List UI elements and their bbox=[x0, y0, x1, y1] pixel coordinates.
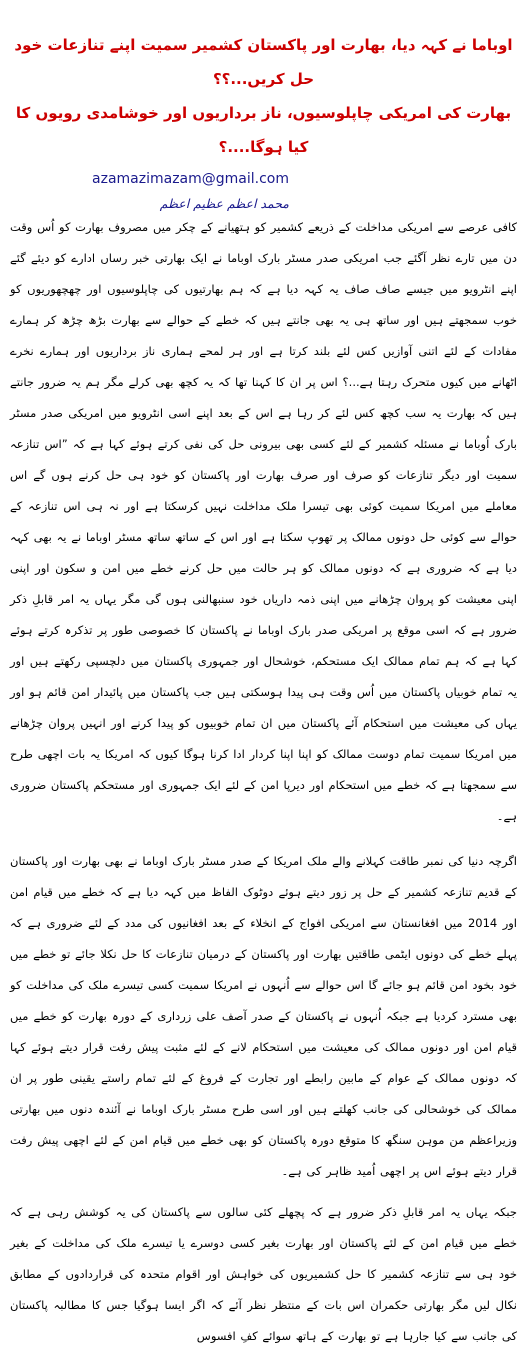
article-paragraph-3: جبکہ یہاں یہ امر قابلِ ذکر ضرور ہے کہ پچھلے کئی سالوں سے پاکستان کی یہ کوشش رہی ہے کہ خطے میں قیام امن کے لئے پاکستان اور بھارت بغیر کسی دوسرے یا تیسرے ملک کی مداخلت کے بغیر خود ہی سے تنازعہ کشمیر کا حل کشمیریوں کی خواہش اور اقوام متحدہ کی قراردادوں کے مطابق نکال لیں مگر بھارتی حکمران اس بات کے منتظر نظر آئے کہ اگر ایسا ہوگیا جس کا مطالبہ پاکستان کی جانب سے کیا جارہا ہے تو بھارت کے ہاتھ سوائے کفِ افسوس bbox=[10, 1205, 517, 1343]
byline bbox=[10, 164, 517, 211]
author-name: محمد اعظم عظیم اعظم bbox=[159, 196, 289, 211]
headline-line-1: اوباما نے کہہ دیا، بھارت اور پاکستان کشمیر سمیت اپنے تنازعات خود حل کریں...؟؟ bbox=[14, 36, 513, 88]
article-paragraph-2: اگرچہ دنیا کی نمبر طاقت کہلانے والے ملک امریکا کے صدر مسٹر بارک اوباما نے بھی بھارت اور پاکستان کے قدیم تنازعہ کشمیر کے حل پر زور دیتے ہوئے دوٹوک الفاظ میں کہہ دیا ہے کہ خطے میں قیام امن اور 2014 میں افغانستان سے امریکی افواج کے انخلاء کے بعد افغانیوں کی مدد کے لئے ضروری ہے کہ پہلے خطے کی دونوں ایٹمی طاقتیں بھارت اور پاکستان کے درمیان تنازعات کا حل نکلا جائے تو خطے میں خود بخود امن قائم ہو جائے گا اس حوالے سے اُنہوں نے امریکا سمیت کسی تیسرے ملک کی مداخلت کو بھی مسترد کردیا ہے جبکہ اُنہوں نے پاکستان کے صدر آصف علی زرداری کے دورہ بھارت کو خطے میں قیام امن اور دونوں ممالک کی معیشت میں استحکام لانے کے لئے مثبت پیش رفت قرار دیتے ہوئے کہا کہ دونوں ممالک کے عوام کے مابین رابطے اور تجارت کے فروغ کے لئے تمام راستے یقینی طور پر ان ممالک کی خوشحالی کی جانب کھلتے ہیں اور اسی طرح مسٹر بارک اوباما نے آئندہ دنوں میں بھارتی وزیراعظم من موہن سنگھ کا متوقع دورہ پاکستان کو بھی خطے میں قیام امن کے لئے اچھی پیش رفت قرار دیتے ہوئے اس پر اچھی اُمید ظاہر کی ہے۔ bbox=[10, 854, 517, 1178]
headline-line-2: بھارت کی امریکی چاپلوسیوں، ناز برداریوں اور خوشامدی رویوں کا کیا ہوگا....؟ bbox=[15, 104, 512, 156]
article-paragraph-1: کافی عرصے سے امریکی مداخلت کے ذریعے کشمیر کو ہتھیانے کے چکر میں مصروف بھارت کو اُس وقت دن میں تارے نظر آگئے جب امریکی صدر مسٹر بارک اوباما نے ایک بھارتی خبر رساں ادارے کو دیئے گئے اپنے انٹرویو میں جیسے صاف صاف یہ کہہ دیا ہے کہ ہم بھارتیوں کی چاپلوسیوں اور چھچھوریوں کو خوب سمجھتے ہیں اور ساتھ ہی یہ بھی جانتے ہیں کہ خطے کے حوالے سے بھارت بڑھ چڑھ کر ہمارے مفادات کے لئے اتنی آوازیں کس لئے بلند کرتا ہے اور ہر لمحے ہماری ناز برداریوں اور ہمارے نخرے اٹھانے میں کیوں متحرک رہتا ہے...؟ اس پر ان کا کہنا تھا کہ یہ کچھ بھی کرلے مگر ہم یہ ضرور جانتے ہیں کہ بھارت یہ سب کچھ کس لئے کر رہا ہے اس کے بعد اپنے اسی انٹرویو میں امریکی صدر مسٹر بارک اُوباما نے مسئلہ کشمیر کے لئے کسی بھی بیرونی حل کی نفی کرتے ہوئے کہا ہے کہ ”اس تنازعہ سمیت اور دیگر تنازعات کو صرف اور صرف بھارت اور پاکستان کو خود ہی حل کرنے ہوں گے اس معاملے میں امریکا سمیت کوئی بھی تیسرا ملک مداخلت نہیں کرسکتا ہے اور نہ ہی اس تنازعہ کے حوالے سے کوئی حل دونوں ممالک پر تھوپ سکتا ہے اور اس کے ساتھ ساتھ مسٹر اوباما نے یہ بھی کہہ دیا ہے کہ ضروری ہے کہ دونوں ممالک کو ہر حالت میں حل کرنے خطے میں امن و سکون اور اپنی اپنی معیشت کو پروان چڑھانے میں اپنی ذمہ داریاں خود سنبھالنی ہوں گی مگر یہاں یہ امر قابلِ ذکر ضرور ہے کہ اسی موقع پر امریکی صدر بارک اوباما نے پاکستان کا خصوصی طور پر تذکرہ کرتے ہوئے کہا ہے کہ ہم تمام ممالک ایک مستحکم، خوشحال اور جمہوری پاکستان میں دلچسپی رکھتے ہیں اور یہ تمام خوبیاں پاکستان میں اُس وقت ہی پیدا ہوسکتی ہیں جب پاکستان میں پائیدار امن قائم ہو اور یہاں کی معیشت میں استحکام آئے پاکستان میں ان تمام خوبیوں کو پیدا کرنے اور انہیں پروان چڑھانے میں امریکا سمیت تمام دوست ممالک کو اپنا اپنا کردار ادا کرنا ہوگا کیوں کہ امریکا یہ بات اچھی طرح سے سمجھتا ہے کہ خطے میں استحکام اور دیرپا امن کے لئے ایک جمہوری اور مستحکم پاکستان ضروری ہے۔ bbox=[10, 220, 517, 823]
author-email: azamazimazam@gmail.com bbox=[92, 171, 289, 187]
